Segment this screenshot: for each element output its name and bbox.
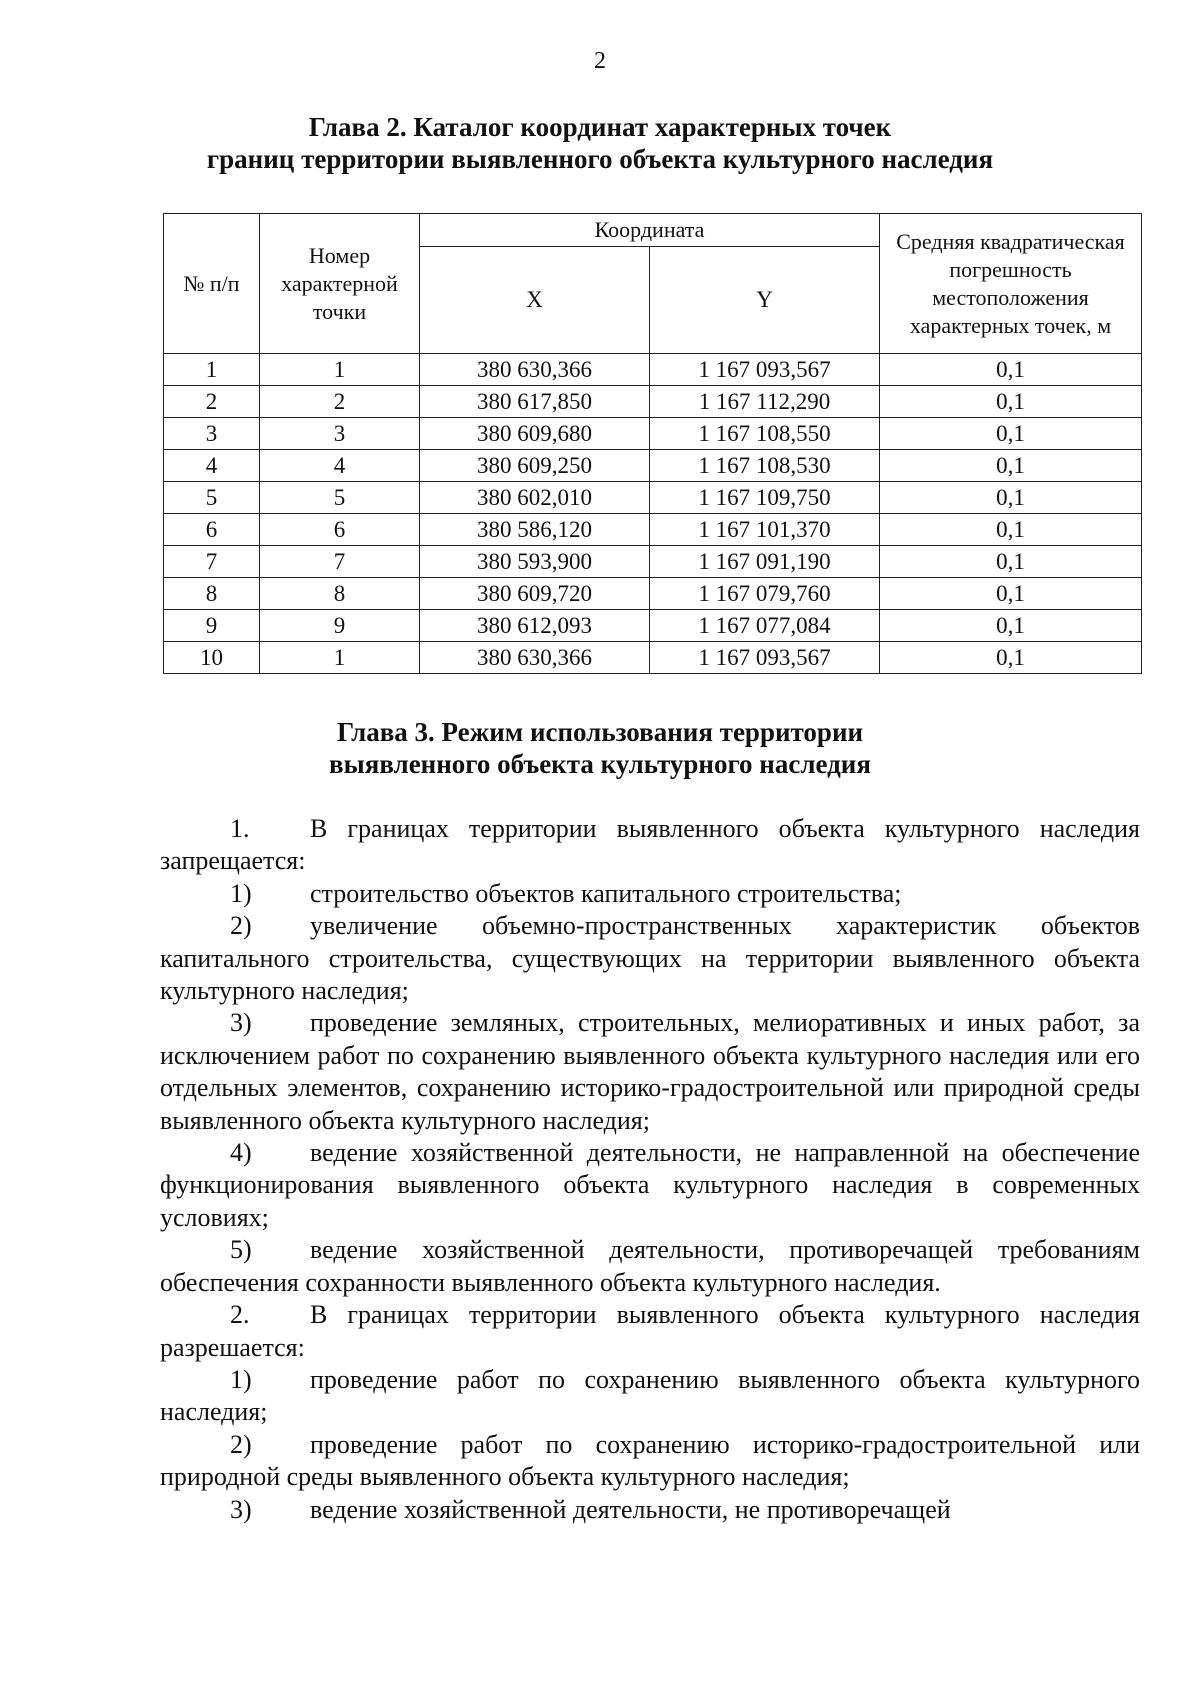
list-text: ведение хозяйственной деятельности, противоречащей требованиям обеспечения сохранности выявленного объекта культурного наследия. (160, 1235, 1140, 1297)
chapter2-title-line2: границ территории выявленного объекта культурного наследия (206, 144, 994, 174)
table-row (164, 354, 1142, 386)
cell-num: 9 (164, 610, 260, 642)
cell-error: 0,1 (880, 610, 1142, 642)
cell-error: 0,1 (880, 354, 1142, 386)
header-num: № п/п (164, 214, 260, 354)
list-marker: 2. (230, 1300, 250, 1330)
chapter3-title-line1: Глава 3. Режим использования территории (336, 717, 864, 747)
cell-error: 0,1 (880, 642, 1142, 674)
cell-y: 1 167 077,084 (650, 610, 880, 642)
cell-num: 7 (164, 546, 260, 578)
list-text: проведение земляных, строительных, мелиоративных и иных работ, за исключением работ по сохранению выявленного объекта культурного наследия или его отдельных элементов, сохранению историко-градостроительной или природной среды выявленного объекта культурного наследия; (160, 1008, 1140, 1135)
list-marker: 1. (230, 814, 250, 843)
list-marker: 3) (230, 1008, 252, 1038)
list-marker: 2) (230, 1429, 252, 1459)
cell-error: 0,1 (880, 450, 1142, 482)
cell-y: 1 167 091,190 (650, 546, 880, 578)
list-marker: 5) (230, 1235, 252, 1265)
cell-point: 1 (260, 642, 420, 674)
list-item (160, 813, 1140, 878)
list-marker: 1) (230, 1364, 252, 1394)
chapter3-title-line2: выявленного объекта культурного наследия (329, 749, 871, 779)
list-item (160, 1137, 1140, 1234)
header-coordinate: Координата (420, 214, 880, 247)
cell-x: 380 612,093 (420, 610, 650, 642)
cell-num: 3 (164, 418, 260, 450)
header-x: X (420, 247, 650, 354)
cell-y: 1 167 112,290 (650, 386, 880, 418)
cell-x: 380 586,120 (420, 514, 650, 546)
cell-point: 1 (260, 354, 420, 386)
cell-x: 380 609,680 (420, 418, 650, 450)
table-row (164, 386, 1142, 418)
table-row (164, 482, 1142, 514)
chapter2-heading (100, 111, 1100, 175)
list-item (160, 1429, 1140, 1494)
cell-x: 380 609,250 (420, 450, 650, 482)
cell-point: 7 (260, 546, 420, 578)
table-row (164, 546, 1142, 578)
cell-error: 0,1 (880, 578, 1142, 610)
table-row (164, 450, 1142, 482)
list-text: ведение хозяйственной деятельности, не противоречащей (310, 1494, 951, 1524)
cell-y: 1 167 101,370 (650, 514, 880, 546)
chapter3-heading (100, 716, 1100, 780)
cell-x: 380 602,010 (420, 482, 650, 514)
cell-point: 8 (260, 578, 420, 610)
list-text: проведение работ по сохранению выявленного объекта культурного наследия; (160, 1364, 1140, 1427)
cell-y: 1 167 109,750 (650, 482, 880, 514)
list-text: строительство объектов капитального строительства; (310, 878, 902, 908)
cell-point: 9 (260, 610, 420, 642)
list-item (160, 1299, 1140, 1364)
list-item (160, 910, 1140, 1007)
list-marker: 3) (230, 1494, 252, 1524)
cell-num: 4 (164, 450, 260, 482)
header-point: Номер характерной точки (260, 214, 420, 354)
cell-point: 2 (260, 386, 420, 418)
list-marker: 1) (230, 878, 252, 908)
cell-error: 0,1 (880, 514, 1142, 546)
cell-error: 0,1 (880, 418, 1142, 450)
list-text: В границах территории выявленного объекта культурного наследия разрешается: (160, 1300, 1140, 1362)
cell-error: 0,1 (880, 546, 1142, 578)
table-row (164, 514, 1142, 546)
cell-x: 380 593,900 (420, 546, 650, 578)
list-item (160, 1234, 1140, 1299)
cell-point: 6 (260, 514, 420, 546)
list-item (160, 878, 1140, 910)
cell-y: 1 167 108,550 (650, 418, 880, 450)
cell-y: 1 167 079,760 (650, 578, 880, 610)
page-number: 2 (594, 48, 606, 74)
cell-num: 10 (164, 642, 260, 674)
cell-num: 6 (164, 514, 260, 546)
cell-x: 380 609,720 (420, 578, 650, 610)
header-error: Средняя квадратическая погрешность местоположения характерных точек, м (880, 214, 1142, 354)
cell-point: 3 (260, 418, 420, 450)
cell-num: 8 (164, 578, 260, 610)
table-row (164, 642, 1142, 674)
cell-error: 0,1 (880, 386, 1142, 418)
chapter2-title-line1: Глава 2. Каталог координат характерных точек (308, 112, 892, 142)
list-text: В границах территории выявленного объекта культурного наследия запрещается: (160, 814, 1140, 876)
cell-num: 1 (164, 354, 260, 386)
cell-x: 380 630,366 (420, 354, 650, 386)
cell-x: 380 630,366 (420, 642, 650, 674)
coordinates-table (163, 213, 1142, 674)
list-marker: 4) (230, 1138, 252, 1168)
list-item (160, 1007, 1140, 1137)
table-row (164, 610, 1142, 642)
list-marker: 2) (230, 911, 252, 941)
cell-point: 4 (260, 450, 420, 482)
cell-num: 2 (164, 386, 260, 418)
table-row (164, 578, 1142, 610)
list-item (160, 1364, 1140, 1429)
cell-y: 1 167 108,530 (650, 450, 880, 482)
list-text: увеличение объемно-пространственных характеристик объектов капитального строительства, существующих на территории выявленного объекта культурного наследия; (160, 911, 1140, 1006)
list-text: ведение хозяйственной деятельности, не направленной на обеспечение функционирования выявленного объекта культурного наследия в современных условиях; (160, 1138, 1140, 1232)
list-text: проведение работ по сохранению историко-градостроительной или природной среды выявленного объекта культурного наследия; (160, 1429, 1140, 1492)
cell-x: 380 617,850 (420, 386, 650, 418)
cell-error: 0,1 (880, 482, 1142, 514)
cell-point: 5 (260, 482, 420, 514)
list-item (160, 1494, 1140, 1526)
cell-y: 1 167 093,567 (650, 354, 880, 386)
cell-num: 5 (164, 482, 260, 514)
cell-y: 1 167 093,567 (650, 642, 880, 674)
chapter3-body (160, 813, 1140, 1526)
table-row (164, 418, 1142, 450)
header-y: Y (650, 247, 880, 354)
table-body (164, 354, 1142, 674)
